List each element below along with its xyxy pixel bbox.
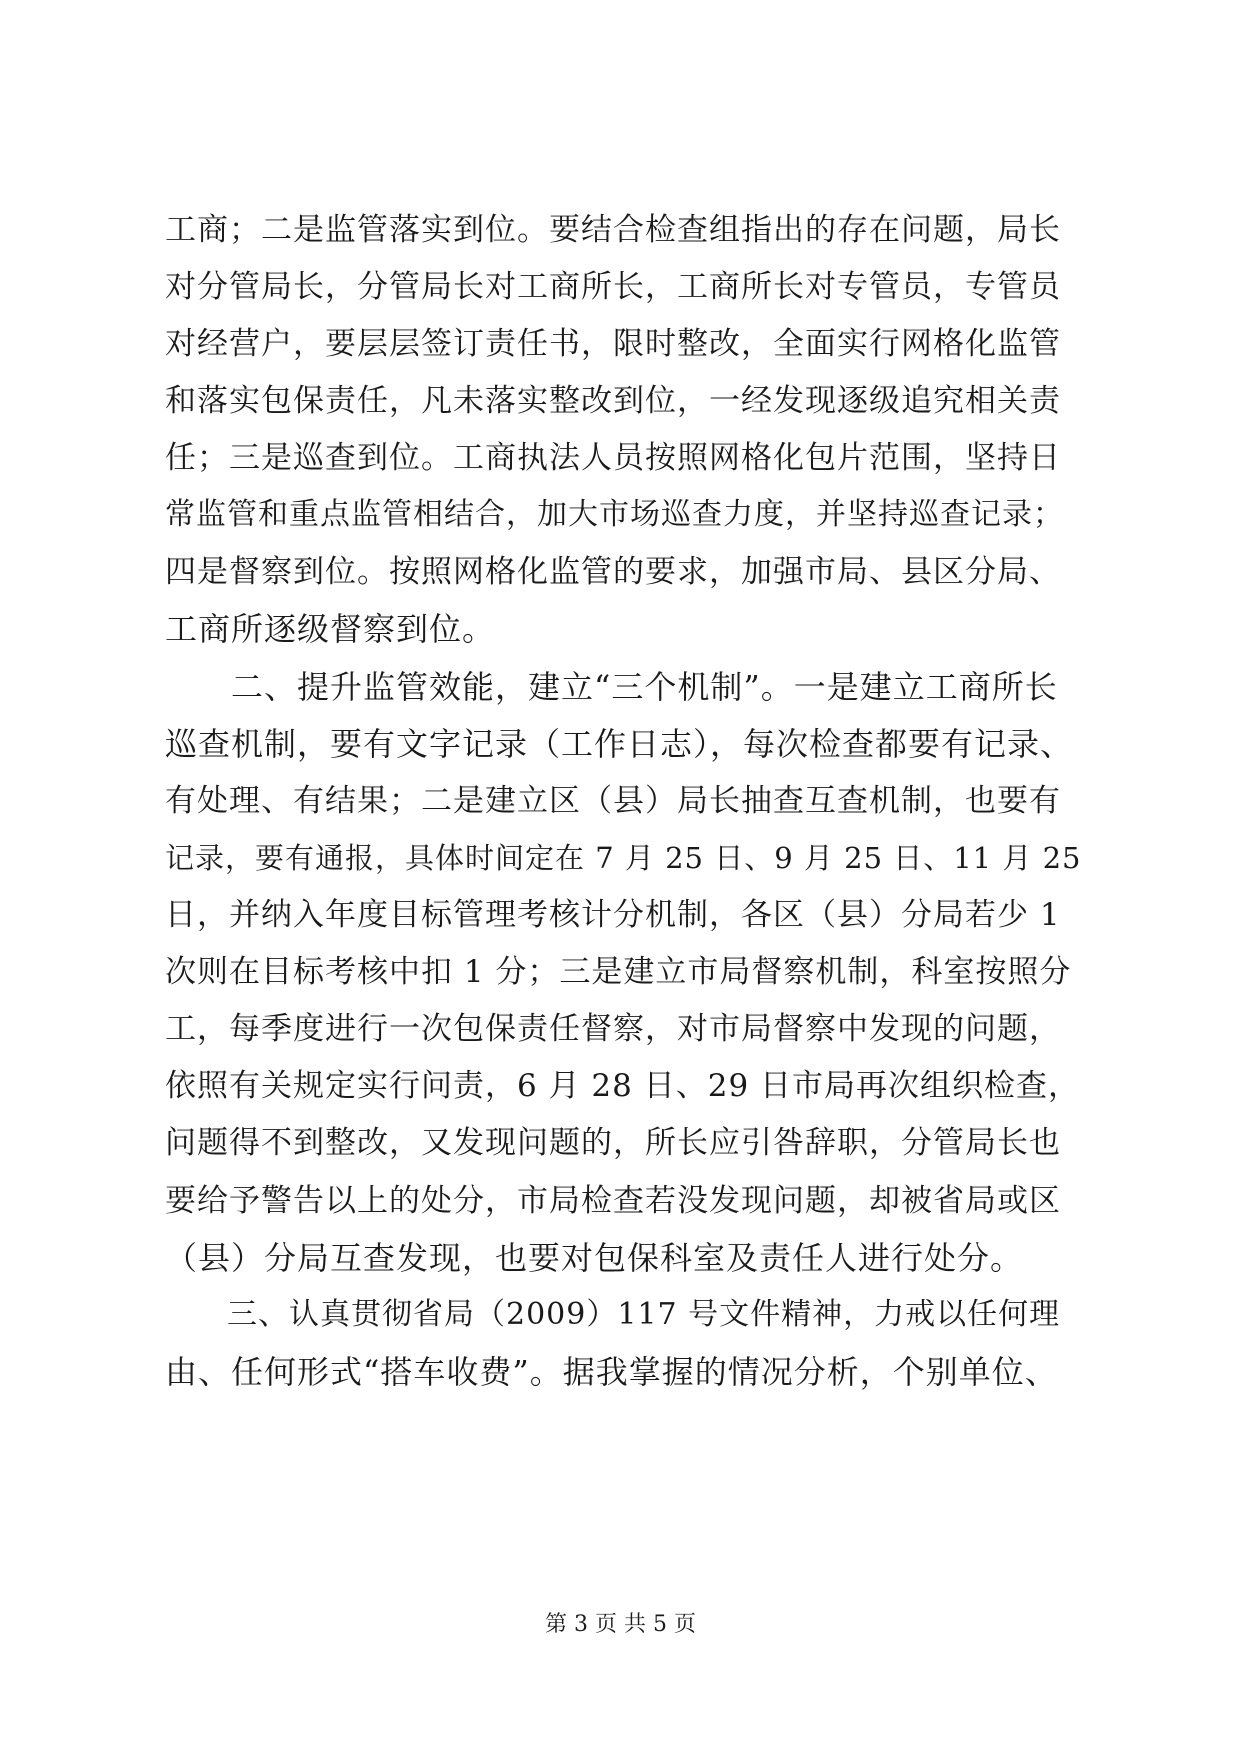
body-text-line: 要给予警告以上的处分，市局检查若没发现问题，却被省局或区 [165,1183,1061,1219]
body-text-line: 工，每季度进行一次包保责任督察，对市局督察中发现的问题， [165,1011,1061,1047]
body-text-line: 工商所逐级督察到位。 [165,610,496,648]
body-text-line: 常监管和重点监管相结合，加大市场巡查力度，并坚持巡查记录； [165,497,1064,532]
body-text-line: 记录，要有通报，具体时间定在 7 月 25 日、9 月 25 日、11 月 25 [165,841,1082,875]
body-text-line: 和落实包保责任，凡未落实整改到位，一经发现逐级追究相关责 [165,383,1061,419]
body-text-line: 巡查机制，要有文字记录（工作日志），每次检查都要有记录、 [165,725,1074,763]
body-text-line: 对经营户，要层层签订责任书，限时整改，全面实行网格化监管 [165,326,1061,362]
body-text-line: 由、任何形式“搭车收费”。据我掌握的情况分析，个别单位、 [165,1353,1058,1391]
body-text-line: 依照有关规定实行问责，6 月 28 日、29 日市局再次组织检查， [165,1068,1081,1104]
body-text-line: 次则在目标考核中扣 1 分；三是建立市局督察机制，科室按照分 [165,954,1072,990]
body-text-line: 有处理、有结果；二是建立区（县）局长抽查互查机制，也要有 [165,783,1061,819]
body-text-line: （县）分局互查发现，也要对包保科室及责任人进行处分。 [165,1239,1024,1277]
body-text-line: 三、认真贯彻省局（2009）117 号文件精神，力戒以任何理 [165,1297,1061,1332]
body-text-line: 日，并纳入年度目标管理考核计分机制，各区（县）分局若少 1 [165,897,1061,933]
body-text-line: 四是督察到位。按照网格化监管的要求，加强市局、县区分局、 [165,554,1061,590]
body-text-line: 二、提升监管效能，建立“三个机制”。一是建立工商所长 [165,668,1058,706]
body-text-line: 对分管局长，分管局长对工商所长，工商所长对专管员，专管员 [165,269,1061,305]
body-text-line: 工商；二是监管落实到位。要结合检查组指出的存在问题，局长 [165,212,1061,248]
body-text-line: 任；三是巡查到位。工商执法人员按照网格化包片范围，坚持日 [165,440,1061,476]
page-number-footer: 第 3 页 共 5 页 [545,1612,696,1637]
body-text-line: 问题得不到整改，又发现问题的，所长应引咎辞职，分管局长也 [165,1125,1061,1161]
